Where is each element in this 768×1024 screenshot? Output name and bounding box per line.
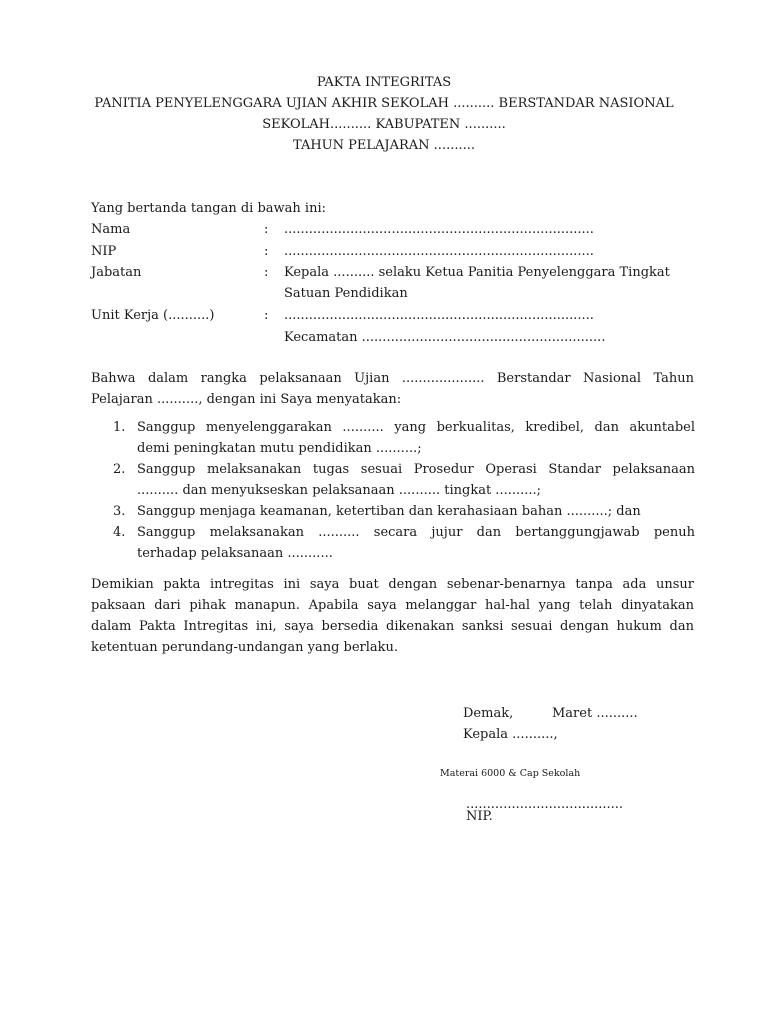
identity-colon: : [264,222,269,237]
statement-line-1: Bahwa dalam rangka pelaksanaan Ujian .................... Berstandar Nasional Tahun [91,371,694,386]
identity-label: Nama [91,222,131,237]
identity-colon: : [264,308,269,323]
list-item-line: Sanggup melaksanakan .......... secara jujur dan bertanggungjawab penuh [137,525,695,540]
identity-value: ........................................................................... [284,244,594,259]
identity-value: Kepala .......... selaku Ketua Panitia Penyelenggara Tingkat [284,265,670,280]
identity-label: NIP [91,244,117,259]
signature-month: Maret .......... [552,706,638,721]
signature-place: Demak, [463,706,514,721]
list-number: 1. [113,420,126,435]
list-item-line: Sanggup menyelenggarakan .......... yang berkualitas, kredibel, dan akuntabel [137,420,695,435]
closing-line-2: paksaan dari pihak manapun. Apabila saya melanggar hal-hal yang telah dinyatakan [91,598,694,613]
signature-name-line: ...................................... [466,797,624,812]
list-item-line: .......... dan menyukseskan pelaksanaan .......... tingkat ..........; [137,483,542,498]
title-line-3: SEKOLAH.......... KABUPATEN .......... [262,117,506,132]
closing-line-4: ketentuan perundang-undangan yang berlaku. [91,640,399,655]
title-line-1: PAKTA INTEGRITAS [316,75,452,90]
closing-paragraph [91,574,694,658]
identity-label: Jabatan [91,265,142,280]
identity-colon: : [264,265,269,280]
title-line-2: PANITIA PENYELENGGARA UJIAN AKHIR SEKOLAH .......... BERSTANDAR NASIONAL [94,96,674,111]
list-item-line: Sanggup menjaga keamanan, ketertiban dan kerahasiaan bahan ..........; dan [137,504,641,519]
identity-value-continued: Kecamatan ........................................................... [284,330,606,345]
statement-paragraph [91,368,694,410]
closing-line-1: Demikian pakta intregitas ini saya buat dengan sebenar-benarnya tanpa ada unsur [91,577,694,592]
signature-role: Kepala .........., [463,727,558,742]
intro-text: Yang bertanda tangan di bawah ini: [91,201,326,216]
identity-label: Unit Kerja (..........) [91,308,215,323]
title-line-4: TAHUN PELAJARAN .......... [292,138,475,153]
list-item-line: demi peningkatan mutu pendidikan ..........; [137,441,422,456]
list-number: 3. [113,504,126,519]
signature-nip: NIP. [466,809,493,824]
identity-value: ........................................................................... [284,308,594,323]
document-title [60,72,708,156]
identity-colon: : [264,244,269,259]
list-item-line: Sanggup melaksanakan tugas sesuai Prosedur Operasi Standar pelaksanaan [137,462,695,477]
list-number: 2. [113,462,126,477]
closing-line-3: dalam Pakta Intregitas ini, saya bersedia dikenakan sanksi sesuai dengan hukum dan [91,619,694,634]
stamp-note: Materai 6000 & Cap Sekolah [440,768,581,779]
list-item-line: terhadap pelaksanaan ........... [137,546,333,561]
identity-value-continued: Satuan Pendidikan [284,286,408,301]
statement-line-2: Pelajaran .........., dengan ini Saya menyatakan: [91,392,402,407]
list-number: 4. [113,525,126,540]
identity-value: ........................................................................... [284,222,594,237]
